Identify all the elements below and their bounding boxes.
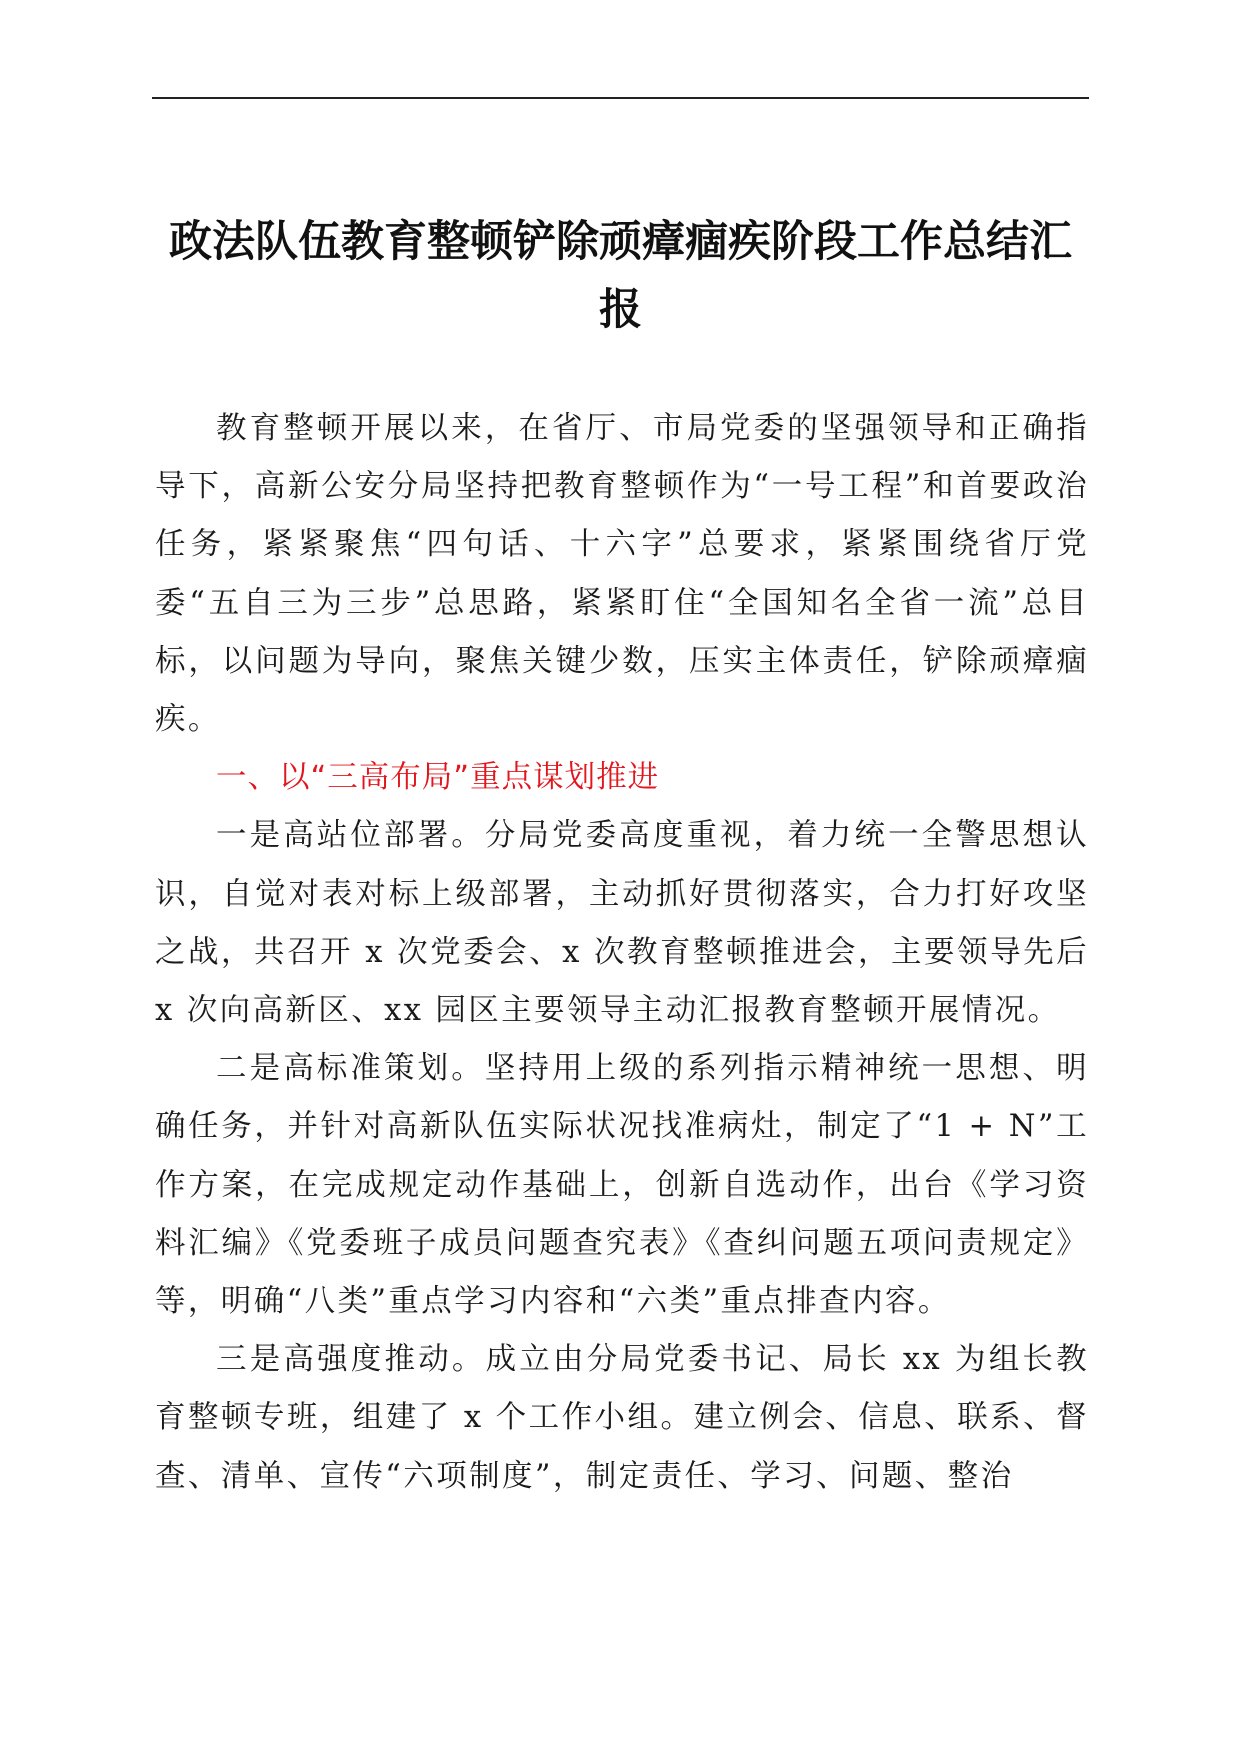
paragraph-3: 三是高强度推动。成立由分局党委书记、局长 xx 为组长教育整顿专班，组建了 x 个工作小组。建立例会、信息、联系、督查、清单、宣传“六项制度”，制定责任、学习、问题、整治 — [155, 1342, 1089, 1494]
header-rule — [152, 97, 1089, 99]
document-body — [155, 400, 1089, 1506]
paragraph-1: 一是高站位部署。分局党委高度重视，着力统一全警思想认识，自觉对表对标上级部署，主动抓好贯彻落实，合力打好攻坚之战，共召开 x 次党委会、x 次教育整顿推进会，主要领导先后 x 次向高新区、xx 园区主要领导主动汇报教育整顿开展情况。 — [155, 818, 1089, 1029]
paragraph-2: 二是高标准策划。坚持用上级的系列指示精神统一思想、明确任务，并针对高新队伍实际状况找准病灶，制定了“1 + N”工作方案，在完成规定动作基础上，创新自选动作，出台《学习资料汇编》《党委班子成员问题查究表》《查纠问题五项问责规定》等，明确“八类”重点学习内容和“六类”重点排查内容。 — [155, 1051, 1089, 1320]
document-title: 政法队伍教育整顿铲除顽瘴痼疾阶段工作总结汇报 — [169, 217, 1072, 335]
intro-paragraph: 教育整顿开展以来，在省厅、市局党委的坚强领导和正确指导下，高新公安分局坚持把教育整顿作为“一号工程”和首要政治任务，紧紧聚焦“四句话、十六字”总要求，紧紧围绕省厅党委“五自三为三步”总思路，紧紧盯住“全国知名全省一流”总目标，以问题为导向，聚焦关键少数，压实主体责任，铲除顽瘴痼疾。 — [155, 411, 1089, 738]
section-heading-1: 一、以“三高布局”重点谋划推进 — [216, 760, 660, 796]
